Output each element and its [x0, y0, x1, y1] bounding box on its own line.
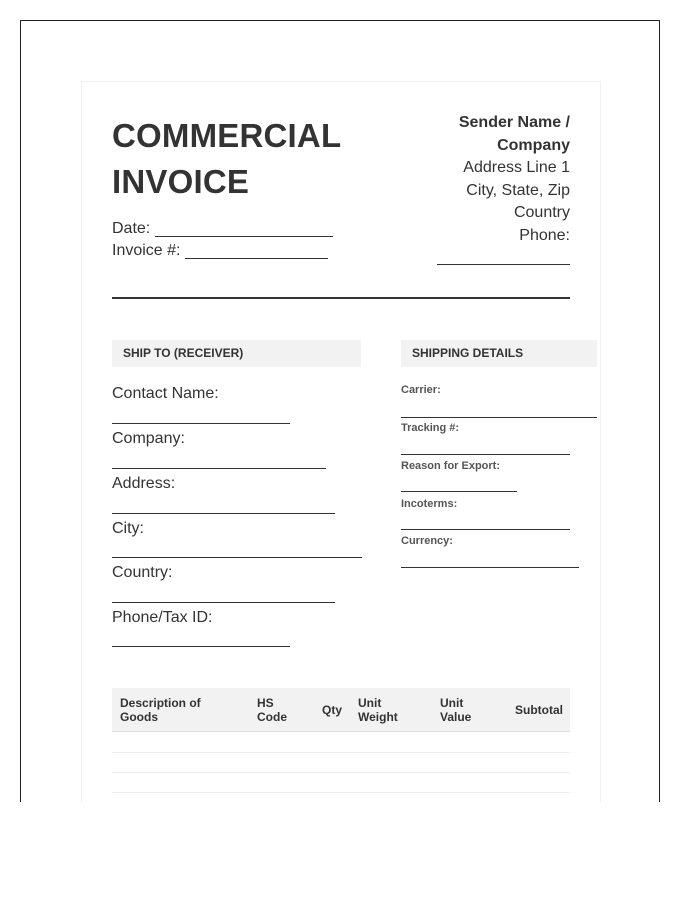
invoice-number-label: Invoice #:	[112, 242, 181, 259]
address-field[interactable]	[112, 513, 335, 514]
sender-city: City, State, Zip	[466, 181, 570, 199]
reason-for-export-field[interactable]	[401, 491, 517, 492]
city-label: City:	[112, 520, 144, 537]
col-unit-value-line-2: Value	[440, 710, 472, 724]
incoterms-field[interactable]	[401, 529, 570, 530]
col-unit-weight	[358, 696, 398, 724]
sender-phone: Phone:	[519, 226, 570, 244]
carrier-label: Carrier:	[401, 384, 441, 396]
col-hs-code-line-1: HS	[257, 696, 274, 710]
ship-to-heading: SHIP TO (RECEIVER)	[112, 340, 361, 367]
invoice-number-field[interactable]	[185, 258, 328, 259]
date-field[interactable]	[155, 236, 333, 237]
table-row[interactable]	[112, 752, 570, 773]
company-field[interactable]	[112, 468, 326, 469]
company-label: Company:	[112, 430, 185, 447]
carrier-field[interactable]	[401, 417, 597, 418]
title-line-1: COMMERCIAL	[112, 117, 342, 154]
tracking-field[interactable]	[401, 454, 570, 455]
reason-for-export-label: Reason for Export:	[401, 460, 501, 472]
col-description-line-1: Description of	[120, 696, 201, 710]
col-subtotal-line-1: Subtotal	[515, 703, 563, 717]
table-row[interactable]	[112, 732, 570, 753]
phone-tax-id-label: Phone/Tax ID:	[112, 609, 213, 626]
contact-name-label: Contact Name:	[112, 385, 219, 402]
col-unit-value	[440, 696, 471, 724]
table-row[interactable]	[112, 772, 570, 793]
country-label: Country:	[112, 564, 173, 581]
col-unit-value-line-1: Unit	[440, 696, 464, 710]
country-field[interactable]	[112, 602, 335, 603]
col-unit-weight-line-2: Weight	[358, 710, 398, 724]
sender-block	[459, 112, 570, 247]
incoterms-label: Incoterms:	[401, 498, 458, 510]
title-line-2: INVOICE	[112, 163, 250, 200]
col-qty-line-1: Qty	[322, 703, 343, 717]
col-hs-code	[257, 696, 287, 724]
currency-label: Currency:	[401, 535, 453, 547]
col-qty	[322, 703, 342, 717]
tracking-label: Tracking #:	[401, 422, 460, 434]
sender-country: Country	[513, 204, 570, 221]
header-divider	[112, 297, 570, 299]
invoice-title	[112, 113, 341, 205]
col-description	[120, 696, 201, 724]
col-description-line-2: Goods	[120, 710, 158, 724]
shipping-details-heading: SHIPPING DETAILS	[401, 340, 597, 367]
col-unit-weight-line-1: Unit	[358, 696, 382, 710]
col-hs-code-line-2: Code	[257, 710, 287, 724]
contact-name-field[interactable]	[112, 423, 290, 424]
phone-tax-id-field[interactable]	[112, 646, 290, 647]
sender-address: Address Line 1	[463, 159, 570, 176]
city-field[interactable]	[112, 557, 362, 558]
col-subtotal	[515, 703, 563, 717]
date-label: Date:	[112, 220, 151, 237]
currency-field[interactable]	[401, 567, 579, 568]
address-label: Address:	[112, 475, 176, 492]
sender-name-line-2: Company	[497, 136, 570, 154]
sender-name-line-1: Sender Name /	[458, 114, 570, 131]
sender-phone-field[interactable]	[437, 264, 570, 265]
